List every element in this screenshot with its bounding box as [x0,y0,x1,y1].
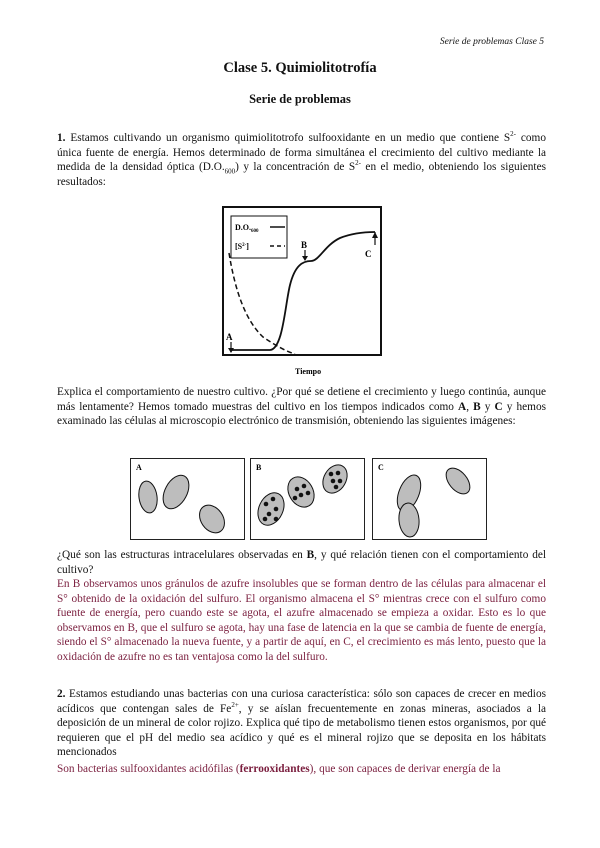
problem-1-number: 1. [57,132,66,144]
cell [283,472,320,512]
micrograph-panel-a [130,458,245,540]
legend-s-label: $[S^{2-}]$ [235,242,249,251]
problem-1-question-a: Explica el comportamiento de nuestro cultivo. ¿Por qué se detiene el crecimiento y luego continúa, aunque más lentamente? Hemos tomado muestras del cultivo en los tiempos indicados como A, B y C y hemos examinado las células al microscopio electrónico de transmisión, obteniendo las siguientes imágenes: [57,386,547,428]
page-subtitle: Serie de problemas [249,92,351,106]
cell [398,502,421,538]
panel-c-label: C [378,463,384,472]
panel-b-label: B [256,463,262,472]
cell [253,489,289,530]
problem-2-number: 2. [57,688,66,700]
problem-1-statement: 1. Estamos cultivando un organismo quimiolitotrofo sulfooxidante en un medio que contiene $S^{2-}$ como única fuente de energía. Hemos determinado de forma simultánea el crecimiento del cultivo mediante la medida de la densidad óptica $(D.O._{600})$ y la concentración de $S^{2-}$ en el medio, obteniendo los siguientes resultados: [57,130,546,188]
micrograph-panel-c [372,458,487,540]
growth-graph [215,205,385,381]
marker-c: C [365,249,372,259]
cell [441,464,474,499]
cell [158,471,194,513]
marker-b: B [301,240,308,250]
problem-2-statement: 2. Estamos estudiando unas bacterias con una curiosa característica: sólo son capaces de crecer en medios acídicos que contengan sales de $Fe^{2+}$, y se aíslan frecuentemente en zonas mineras, asociados a la deposición de un mineral de color rojizo. Explica qué tipo de metabolismo tienen estos organismos, por qué requieren que el pH del medio sea acídico y qué es el mineral rojizo que se deposita en los hábitats mencionados [57,688,546,759]
problem-2-answer: Son bacterias sulfooxidantes acidófilas (ferrooxidantes), que son capaces de derivar energía de la [57,763,501,775]
panel-a-label: A [136,463,142,472]
graph-xlabel: Tiempo [295,367,322,376]
cell [318,461,352,498]
page-title: Clase 5. Quimiolitotrofía [223,60,377,76]
legend-od-label: $D.O._{600}$ [235,223,259,234]
page-header: Serie de problemas Clase 5 [439,37,544,47]
problem-1-answer: En B observamos unos gránulos de azufre insolubles que se forman dentro de las células para almacenar el S° obtenido de la oxidación del sulfuro. El organismo almacena el S° mientras crece con el sulfuro como fuente de energía, pero cuando este se agota, el azufre almacenado se empieza a oxidar. Esto es lo que observamos en B, que el sulfuro se agota, hay una fase de latencia en la que se cambia de fuente de energía, siendo el S° almacenado la nueva fuente, y a partir de aquí, en C, el crecimiento es más lento, puesto que la oxidación de azufre no es tan ventajosa como la del sulfuro. [57,578,546,663]
cell [137,480,159,514]
micrograph-panel-b [250,458,365,540]
marker-a: A [226,332,233,342]
problem-1-question-b: ¿Qué son las estructuras intracelulares observadas en B, y qué relación tienen con el comportamiento del cultivo? [57,549,546,576]
cell [194,500,229,537]
